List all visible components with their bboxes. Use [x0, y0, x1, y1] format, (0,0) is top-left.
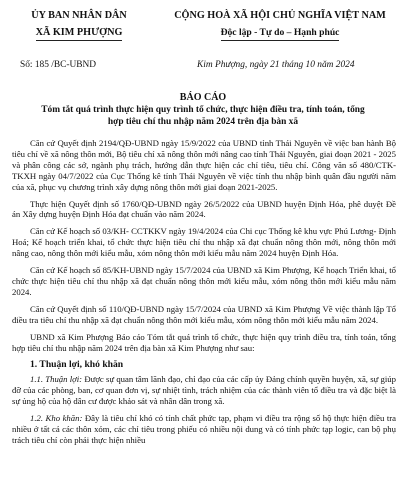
paragraph: UBND xã Kim Phượng Báo cáo Tóm tắt quá trình tổ chức, thực hiện quy trình điều tra, tính toán, tổng hợp tiêu chí thu nhập năm 2024 trên địa bàn xã Kim Phượng như sau:: [12, 331, 396, 353]
section-item-label: 1.1. Thuận lợi:: [30, 374, 83, 385]
national-motto: Độc lập - Tự do – Hạnh phúc: [221, 27, 340, 41]
agency-name-line1: ỦY BAN NHÂN DÂN: [31, 10, 127, 21]
place-date: Kim Phượng, ngày 21 tháng 10 năm 2024: [197, 60, 355, 70]
document-number: Số: 185 /BC-UBND: [20, 60, 97, 70]
section-item-text: Đây là tiêu chí khó có tính chất phức tạp, phạm vi điều tra rộng số hộ thực hiện điều tra nhiều ở tất cả các thôn xóm, các chỉ tiêu trong phiếu có nhiều nội dung và có tính phức tạp logic, can bộ phụ trách tiêu chí còn phải thực hiện nhiều: [12, 413, 396, 445]
national-motto-block: [160, 10, 400, 41]
document-subtitle: Tóm tắt quá trình thực hiện quy trình tổ chức, thực hiện điều tra, tính toán, tổng hợp tiêu chí thu nhập năm 2024 trên địa bàn xã: [41, 105, 365, 127]
national-title: CỘNG HOÀ XÃ HỘI CHỦ NGHĨA VIỆT NAM: [174, 10, 386, 21]
paragraph: Căn cứ Quyết định số 110/QĐ-UBND ngày 15/7/2024 của UBND xã Kim Phượng Về việc thành lập Tổ điều tra tiêu chí thu nhập xã đạt chuẩn nông thôn mới kiểu mẫu, xóm nông thôn mới kiểu mẫu năm 2024.: [12, 303, 396, 325]
section-item-text: Được sự quan tâm lãnh đạo, chỉ đạo của các cấp ủy Đảng chính quyền huyện, xã, sự giúp đỡ của các phòng, ban, cơ quan đơn vị, sự nhiệt tình, trách nhiệm của các thành viên tổ điều tra và đặc biệt là sự ủng hộ của hộ dân cư được khảo sát và nhân dân trong xã.: [12, 374, 396, 407]
agency-name-line2: XÃ KIM PHƯỢNG: [36, 27, 123, 41]
issuing-agency-block: [14, 10, 144, 41]
paragraph: Căn cứ Kế hoạch số 03/KH- CCTKKV ngày 19/4/2024 của Chi cục Thống kê khu vực Phú Lương- Định Hoá; Kế hoạch triển khai, tổ chức thực hiện tiêu chí thu nhập xã đạt chuẩn nông thôn mới, nông thôn mới nâng cao, nông thôn mới kiểu mẫu, xóm nông thôn mới kiểu mẫu năm 2024 huyện Định Hóa.: [12, 226, 396, 259]
section-item-label: 1.2. Kho khăn:: [30, 413, 83, 424]
document-body: [12, 138, 396, 452]
section-heading: 1. Thuận lợi, khó khăn: [30, 359, 124, 371]
document-title: BÁO CÁO: [179, 92, 227, 103]
section-item: [12, 413, 396, 446]
paragraph: Căn cứ Quyết định 2194/QĐ-UBND ngày 15/9/2022 của UBND tỉnh Thái Nguyên về việc ban hành Bộ tiêu chí về xã nông thôn mới, Bộ tiêu chí xã nông thôn mới nâng cao tỉnh Thái Nguyên, giai đoạn 2021 - 2025 và phân công các sở, ngành phụ trách, hướng dẫn thực hiện các chỉ tiêu, tiêu chí. Công văn số 480/CTK-TKXH ngày 04/7/2022 của Cục Thống kê tỉnh Thái Nguyên về việc tính thu nhập bình quân đầu người năm của xã, phục vụ chương trình xây dựng nông thôn mới giai đoạn 2021-2025.: [12, 138, 396, 192]
section-item: [12, 374, 396, 407]
paragraph: Căn cứ Kế hoạch số 85/KH-UBND ngày 15/7/2024 của UBND xã Kim Phượng, Kế hoạch Triển khai, tổ chức thực hiện tiêu chí thu nhập xã đạt chuẩn nông thôn mới kiểu mẫu, xóm nông thôn mới kiểu mẫu năm 2024.: [12, 265, 396, 297]
paragraph: Thực hiện Quyết định số 1760/QĐ-UBND ngày 26/5/2022 của UBND huyện Định Hóa, phê duyệt Đề án Xây dựng huyện Định Hóa đạt chuẩn vào năm 2024.: [12, 198, 396, 220]
